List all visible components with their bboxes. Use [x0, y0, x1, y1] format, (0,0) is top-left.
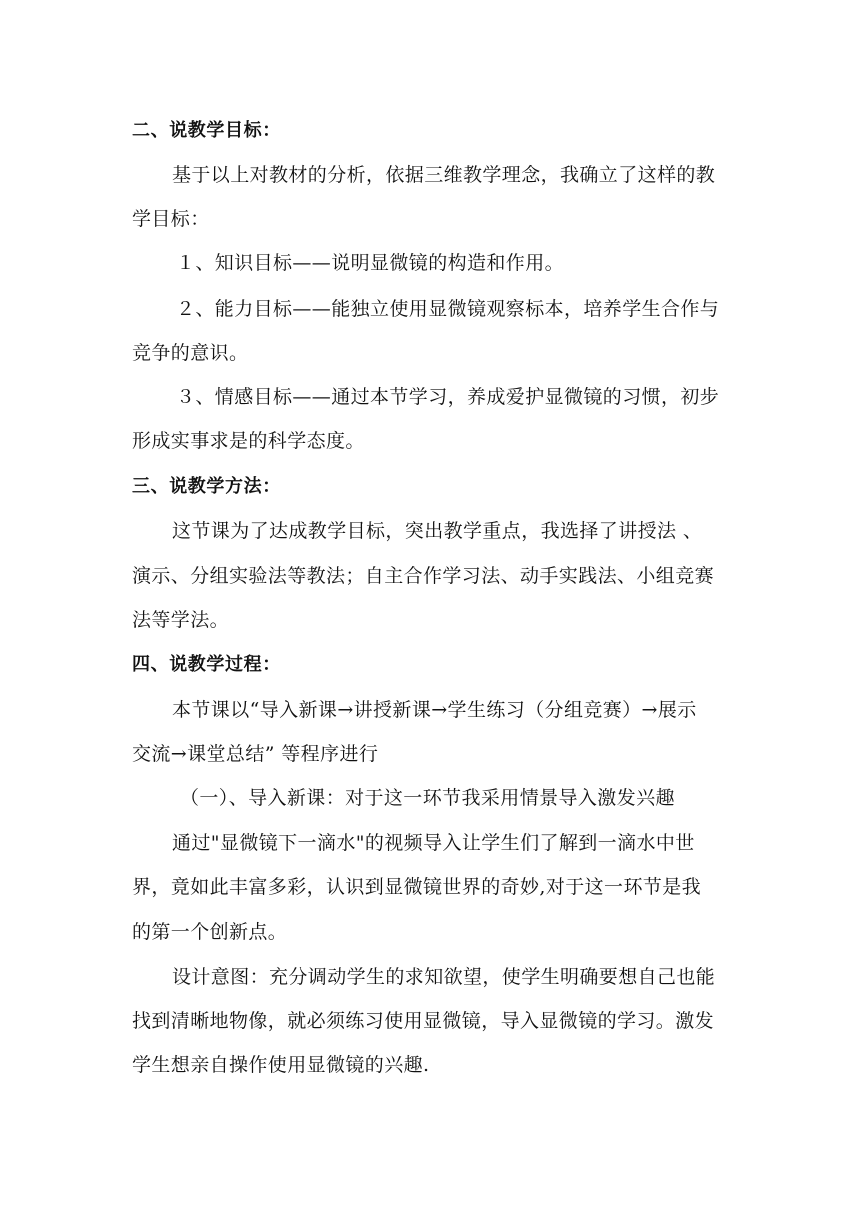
- paragraph-line: 学生想亲自操作使用显微镜的兴趣.: [132, 1054, 430, 1076]
- paragraph-line: 交流→课堂总结” 等程序进行: [132, 743, 379, 765]
- goal-item-emotion: ３、情感目标——通过本节学习，养成爱护显微镜的习惯，初步: [176, 386, 720, 408]
- paragraph-line: 形成实事求是的科学态度。: [132, 430, 365, 452]
- paragraph-line: 学目标：: [132, 208, 210, 230]
- paragraph-line: 的第一个创新点。: [132, 921, 288, 943]
- paragraph-line: 法等学法。: [132, 609, 230, 631]
- paragraph-line: 通过"显微镜下一滴水"的视频导入让学生们了解到一滴水中世: [172, 832, 695, 854]
- section-heading-teaching-process: 四、说教学过程：: [132, 654, 281, 675]
- paragraph-line: 竞争的意识。: [132, 342, 249, 364]
- subsection-heading-introduction: （一）、导入新课：对于这一环节我采用情景导入激发兴趣: [180, 787, 675, 809]
- paragraph-line: 找到清晰地物像，就必须练习使用显微镜，导入显微镜的学习。激发: [132, 1010, 715, 1032]
- paragraph-line: 基于以上对教材的分析，依据三维教学理念，我确立了这样的教: [172, 164, 716, 186]
- goal-item-knowledge: １、知识目标——说明显微镜的构造和作用。: [176, 252, 565, 274]
- paragraph-line: 这节课为了达成教学目标，突出教学重点，我选择了讲授法 、: [172, 520, 703, 542]
- paragraph-line: 界，竟如此丰富多彩，认识到显微镜世界的奇妙,对于这一环节是我: [132, 876, 702, 898]
- paragraph-line: 本节课以“导入新课→讲授新课→学生练习（分组竞赛）→展示: [172, 699, 697, 721]
- paragraph-line: 设计意图：充分调动学生的求知欲望，使学生明确要想自己也能: [172, 966, 716, 988]
- paragraph-line: 演示、分组实验法等教法；自主合作学习法、动手实践法、小组竞赛: [132, 565, 715, 587]
- goal-item-ability: ２、能力目标——能独立使用显微镜观察标本，培养学生合作与: [176, 298, 720, 320]
- section-heading-teaching-methods: 三、说教学方法：: [132, 476, 281, 497]
- section-heading-teaching-goals: 二、说教学目标：: [132, 120, 281, 141]
